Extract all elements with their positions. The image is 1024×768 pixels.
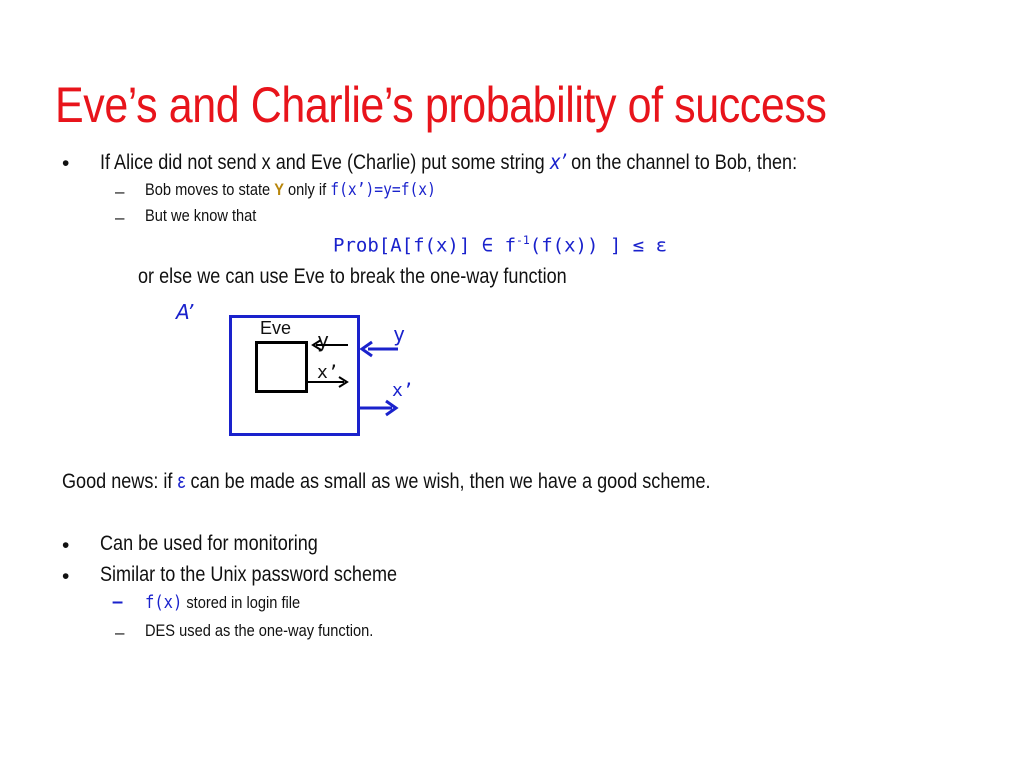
formula-part-a: Prob[A[f(x)] ∈ f bbox=[333, 234, 517, 257]
y-in-arrow bbox=[362, 342, 398, 356]
bullet-marker: • bbox=[62, 152, 70, 175]
sub-1-cond: f(x’)=y=f(x) bbox=[330, 180, 436, 200]
x-out-arrow bbox=[360, 401, 396, 415]
formula-sup: -1 bbox=[516, 233, 530, 247]
good-news-eps: ε bbox=[177, 470, 186, 493]
sub-3-text: stored in login file bbox=[182, 593, 301, 612]
dash-marker: – bbox=[115, 182, 125, 201]
sub-1-pre: Bob moves to state bbox=[145, 180, 275, 199]
outer-x-prime-label: x’ bbox=[392, 380, 414, 401]
dash-marker: – bbox=[115, 208, 125, 227]
bullet-1-post: on the channel to Bob, then: bbox=[566, 151, 798, 174]
sub-1-state: Y bbox=[274, 180, 284, 199]
bullet-3-text: Similar to the Unix password scheme bbox=[100, 563, 398, 586]
bullet-1-var: x’ bbox=[549, 150, 567, 174]
bullet-2-text: Can be used for monitoring bbox=[100, 532, 318, 555]
bullet-marker: • bbox=[62, 534, 70, 557]
good-news-text bbox=[62, 470, 711, 494]
sub-3-code: f(x) bbox=[145, 592, 183, 613]
good-news-pre: Good news: if bbox=[62, 470, 178, 493]
inner-x-arrow bbox=[308, 377, 347, 387]
sub-bullet-2-text: But we know that bbox=[145, 206, 257, 225]
or-else-text: or else we can use Eve to break the one-way function bbox=[138, 265, 567, 288]
sub-1-mid: only if bbox=[283, 180, 331, 199]
formula-part-b: (f(x)) ] ≤ ε bbox=[529, 234, 668, 257]
dash-marker: – bbox=[115, 623, 125, 642]
dash-marker: – bbox=[112, 591, 124, 613]
inner-x-prime-label: x’ bbox=[317, 362, 339, 383]
inner-y-arrow bbox=[313, 340, 348, 350]
outer-y-label: y bbox=[393, 322, 406, 346]
a-prime-label: A’ bbox=[176, 300, 194, 324]
good-news-post: can be made as small as we wish, then we have a good scheme. bbox=[185, 470, 711, 493]
slide-title: Eve’s and Charlie’s probability of success bbox=[55, 77, 827, 133]
bullet-marker: • bbox=[62, 565, 70, 588]
sub-bullet-3-text bbox=[145, 592, 300, 613]
eve-label: Eve bbox=[260, 318, 292, 338]
sub-bullet-4-text: DES used as the one-way function. bbox=[145, 621, 374, 640]
inner-y-label: y bbox=[317, 328, 330, 352]
bullet-1-pre: If Alice did not send x and Eve (Charlie) put some string bbox=[100, 151, 550, 174]
